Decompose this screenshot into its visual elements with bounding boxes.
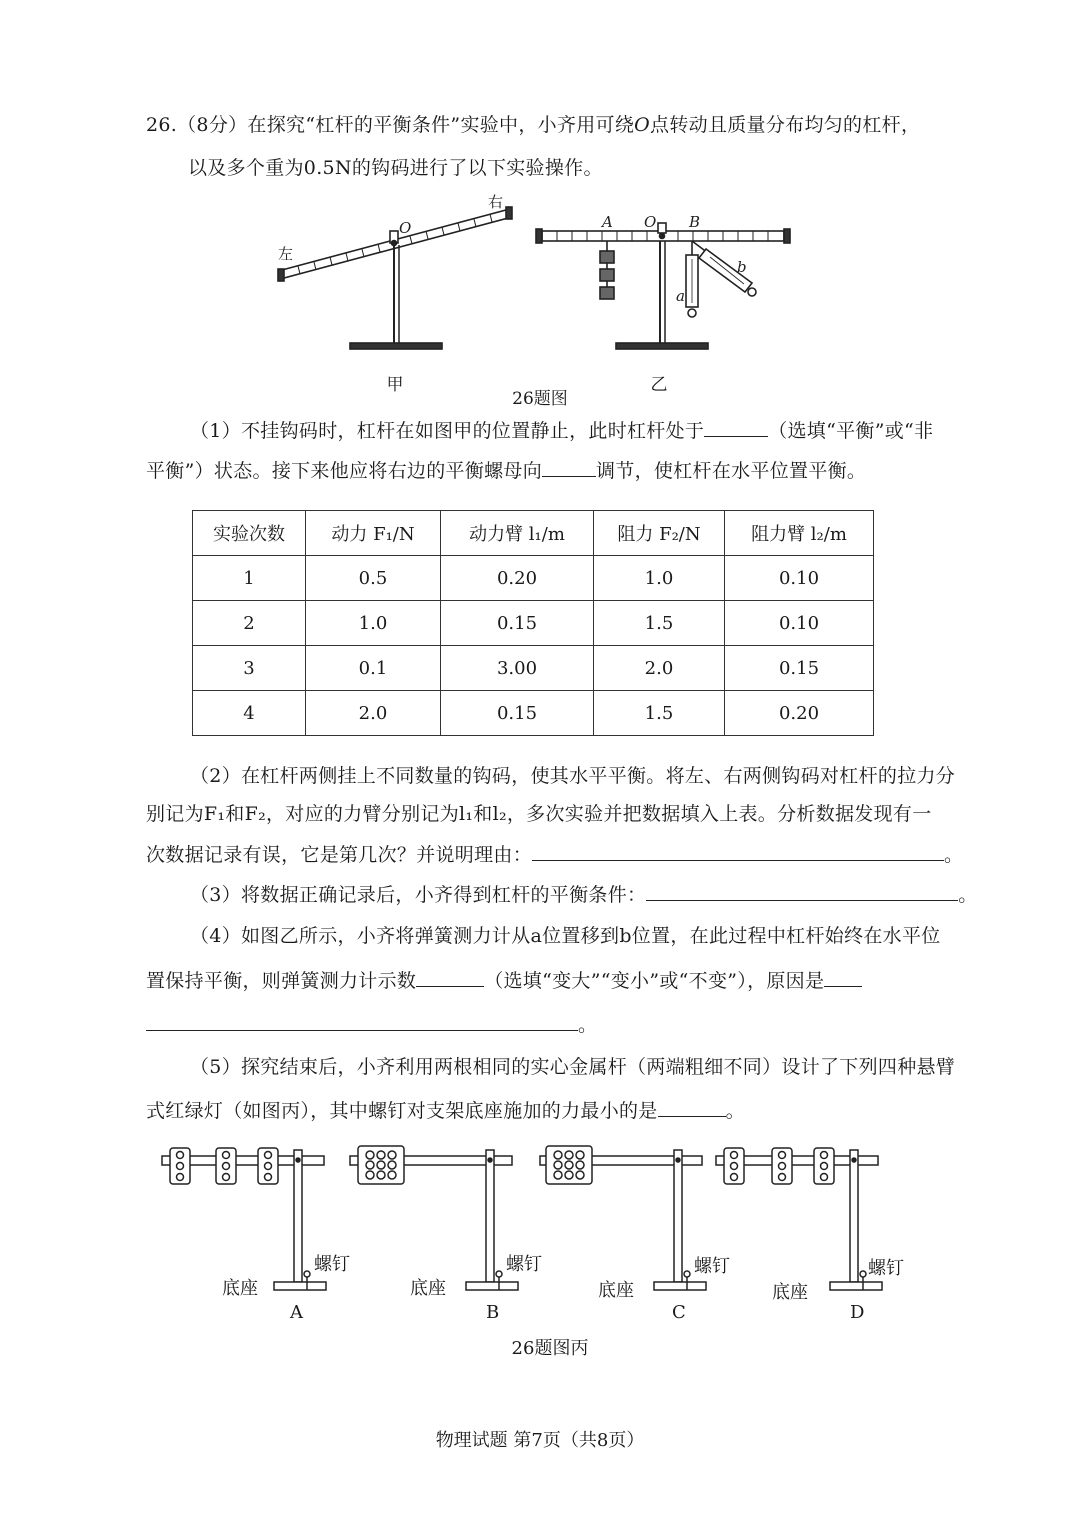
label-right: 右 <box>488 193 504 211</box>
page-footer: 物理试题 第7页（共8页） <box>435 1430 645 1451</box>
table-cell: 0.20 <box>725 691 874 736</box>
point-o-label: O <box>634 114 651 136</box>
table-cell: 0.10 <box>725 601 874 646</box>
option-b-diagram <box>350 1146 518 1290</box>
part5-line2 <box>146 1096 745 1124</box>
table-cell: 0.5 <box>306 556 441 601</box>
screw-label-d: 螺钉 <box>868 1258 904 1279</box>
table-cell: 0.1 <box>306 646 441 691</box>
part2-line3 <box>146 840 963 868</box>
option-c-label: C <box>672 1302 686 1323</box>
intro-text: （8分）在探究“杠杆的平衡条件”实验中，小齐用可绕 <box>177 114 635 136</box>
table-header-row <box>193 511 874 556</box>
screw-label-b: 螺钉 <box>506 1254 542 1275</box>
label-o-jia: O <box>399 219 412 237</box>
figure2-caption: 26题图丙 <box>511 1338 589 1359</box>
table-cell: 2.0 <box>306 691 441 736</box>
table-cell: 3.00 <box>441 646 594 691</box>
part1-line1 <box>190 416 933 444</box>
screw-label-c: 螺钉 <box>694 1256 730 1277</box>
table-cell: 3 <box>193 646 306 691</box>
table-header: 动力臂 l₁/m <box>441 511 594 556</box>
figure1-caption: 26题图 <box>512 389 568 409</box>
part3-text: （3）将数据正确记录后，小齐得到杠杆的平衡条件： <box>190 884 647 906</box>
option-a-diagram <box>162 1148 326 1290</box>
answer-blank-1a[interactable] <box>704 416 768 437</box>
label-left: 左 <box>278 245 294 263</box>
table-row <box>193 556 874 601</box>
label-a-point: A <box>602 213 613 231</box>
intro-text-end: 点转动且质量分布均匀的杠杆， <box>650 114 921 136</box>
table-cell: 4 <box>193 691 306 736</box>
answer-blank-1b[interactable] <box>542 456 596 477</box>
base-label-b: 底座 <box>410 1278 446 1299</box>
table-row <box>193 646 874 691</box>
part1-text-d: 调节，使杠杆在水平位置平衡。 <box>596 460 867 482</box>
part5-end: 。 <box>725 1100 745 1122</box>
part1-text-c: 平衡”）状态。接下来他应将右边的平衡螺母向 <box>146 460 543 482</box>
part5-line1: （5）探究结束后，小齐利用两根相同的实心金属杆（两端粗细不同）设计了下列四种悬臂 <box>190 1056 956 1078</box>
table-row <box>193 691 874 736</box>
label-o-yi: O <box>644 213 657 231</box>
table-cell: 1.0 <box>306 601 441 646</box>
option-b-label: B <box>486 1302 500 1323</box>
answer-blank-3[interactable] <box>646 880 958 901</box>
answer-blank-5[interactable] <box>658 1096 726 1117</box>
part2-line2: 别记为F₁和F₂，对应的力臂分别记为l₁和l₂，多次实验并把数据填入上表。分析数据发现有一 <box>146 803 932 825</box>
answer-blank-2[interactable] <box>532 840 944 861</box>
part4-text-b: （选填“变大”“变小”或“不变”），原因是 <box>484 970 825 992</box>
option-d-diagram <box>716 1148 882 1290</box>
part4-line2 <box>146 966 862 994</box>
label-scale-a: a <box>676 287 685 305</box>
lever-jia <box>278 207 512 349</box>
table-header: 动力 F₁/N <box>306 511 441 556</box>
figure-jia-label: 甲 <box>386 375 404 395</box>
base-label-c: 底座 <box>598 1280 634 1301</box>
part2-text: 次数据记录有误，它是第几次？并说明理由： <box>146 844 533 866</box>
part4-line1: （4）如图乙所示，小齐将弹簧测力计从a位置移到b位置，在此过程中杠杆始终在水平位 <box>190 925 941 947</box>
part2-line1: （2）在杠杆两侧挂上不同数量的钩码，使其水平平衡。将左、右两侧钩码对杠杆的拉力分 <box>190 765 956 787</box>
part4-line3 <box>146 1010 597 1038</box>
table-cell: 0.10 <box>725 556 874 601</box>
table-cell: 0.20 <box>441 556 594 601</box>
label-scale-b: b <box>737 258 747 276</box>
label-b-point: B <box>689 213 701 231</box>
option-c-diagram <box>540 1146 706 1290</box>
table-header: 阻力 F₂/N <box>594 511 725 556</box>
screw-label-a: 螺钉 <box>314 1254 350 1275</box>
table-cell: 1.5 <box>594 691 725 736</box>
answer-blank-4c[interactable] <box>146 1010 578 1031</box>
part5-text-a: 式红绿灯（如图丙），其中螺钉对支架底座施加的力最小的是 <box>146 1100 658 1122</box>
base-label-a: 底座 <box>222 1278 258 1299</box>
lever-yi <box>536 223 790 349</box>
table-header: 阻力臂 l₂/m <box>725 511 874 556</box>
question-intro-line1 <box>146 112 920 138</box>
figure-yi-label: 乙 <box>650 375 668 395</box>
table-cell: 2 <box>193 601 306 646</box>
table-cell: 0.15 <box>441 691 594 736</box>
answer-blank-4b[interactable] <box>824 966 862 987</box>
table-cell: 0.15 <box>725 646 874 691</box>
part4-text-a: 置保持平衡，则弹簧测力计示数 <box>146 970 417 992</box>
part3-end: 。 <box>958 884 978 906</box>
question-number: 26. <box>146 114 178 136</box>
part2-end: 。 <box>944 844 964 866</box>
data-table <box>192 510 874 736</box>
table-cell: 1.0 <box>594 556 725 601</box>
part3-line1 <box>190 880 978 908</box>
answer-blank-4a[interactable] <box>416 966 484 987</box>
table-cell: 1 <box>193 556 306 601</box>
part1-text-a: （1）不挂钩码时，杠杆在如图甲的位置静止，此时杠杆处于 <box>190 420 705 442</box>
table-header: 实验次数 <box>193 511 306 556</box>
question-intro-line2: 以及多个重为0.5N的钩码进行了以下实验操作。 <box>188 157 603 179</box>
table-cell: 1.5 <box>594 601 725 646</box>
table-cell: 2.0 <box>594 646 725 691</box>
part1-text-b: （选填“平衡”或“非 <box>768 420 934 442</box>
table-cell: 0.15 <box>441 601 594 646</box>
table-row <box>193 601 874 646</box>
option-a-label: A <box>290 1302 303 1323</box>
part1-line2 <box>146 456 866 484</box>
base-label-d: 底座 <box>772 1282 808 1303</box>
part4-end: 。 <box>578 1014 598 1036</box>
lever-figure <box>260 185 840 400</box>
option-d-label: D <box>850 1302 865 1323</box>
